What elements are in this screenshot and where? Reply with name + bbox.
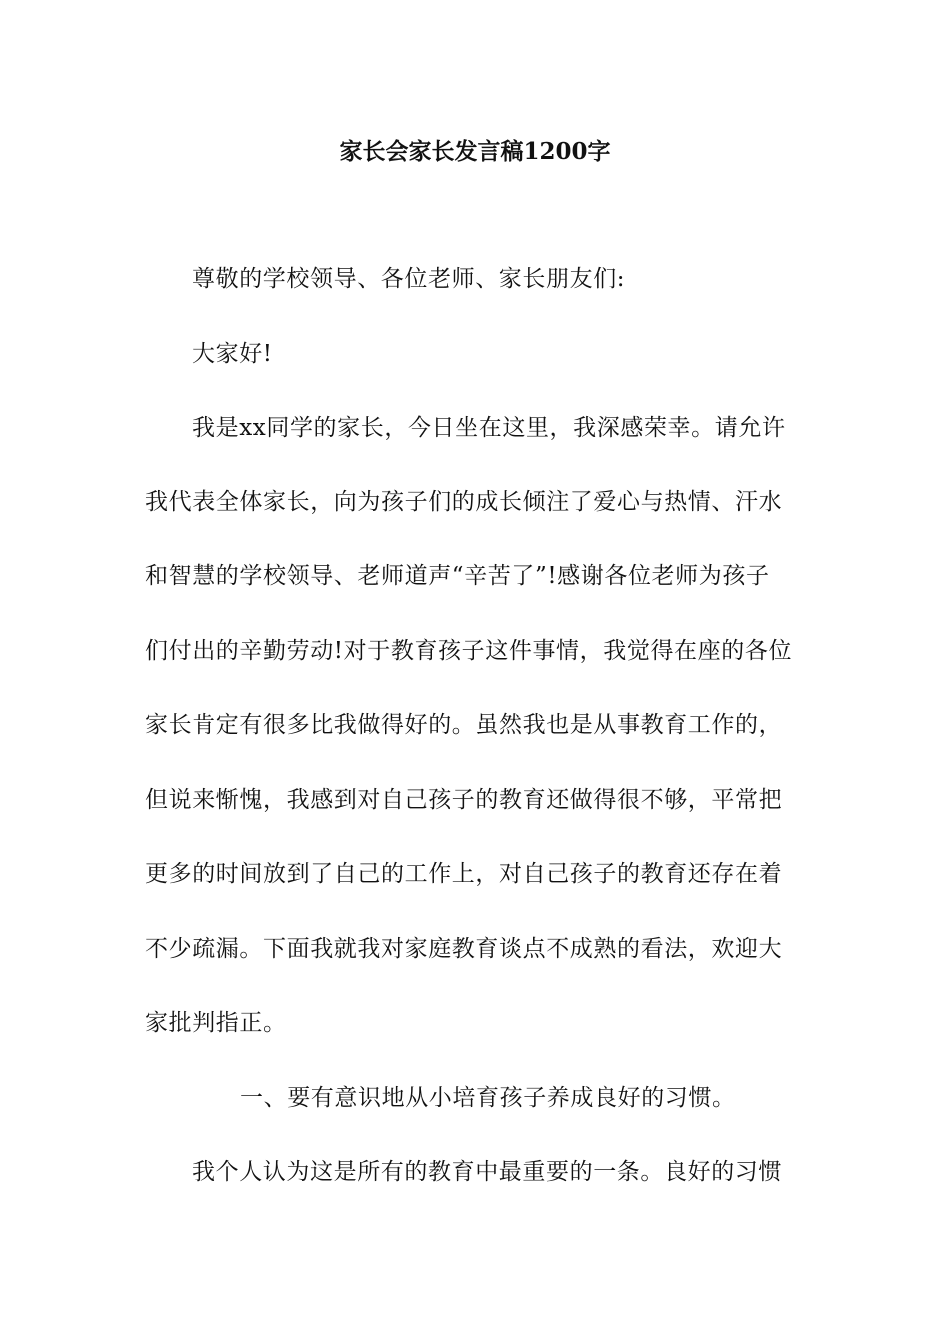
salutation: 尊敬的学校领导、各位老师、家长朋友们: (192, 266, 626, 292)
paragraph-line: 更多的时间放到了自己的工作上，对自己孩子的教育还存在着 (145, 861, 783, 887)
document-title: 家长会家长发言稿1200字 (339, 138, 611, 165)
paragraph-line: 家批判指正。 (145, 1010, 287, 1036)
section-heading: 一、要有意识地从小培育孩子养成良好的习惯。 (240, 1085, 736, 1111)
paragraph-line: 但说来惭愧，我感到对自己孩子的教育还做得很不够，平常把 (145, 787, 783, 813)
paragraph-line: 我个人认为这是所有的教育中最重要的一条。良好的习惯 (192, 1159, 782, 1185)
paragraph-line: 我是xx同学的家长，今日坐在这里，我深感荣幸。请允许 (192, 415, 786, 441)
paragraph-line: 不少疏漏。下面我就我对家庭教育谈点不成熟的看法，欢迎大 (145, 936, 783, 962)
paragraph-line: 们付出的辛勤劳动!对于教育孩子这件事情，我觉得在座的各位 (145, 638, 793, 664)
paragraph-line: 家长肯定有很多比我做得好的。虽然我也是从事教育工作的， (145, 712, 783, 738)
paragraph-line: 和智慧的学校领导、老师道声“辛苦了”!感谢各位老师为孩子 (145, 563, 770, 589)
paragraph-line: 我代表全体家长，向为孩子们的成长倾注了爱心与热情、汗水 (145, 489, 783, 515)
greeting: 大家好! (192, 341, 273, 367)
